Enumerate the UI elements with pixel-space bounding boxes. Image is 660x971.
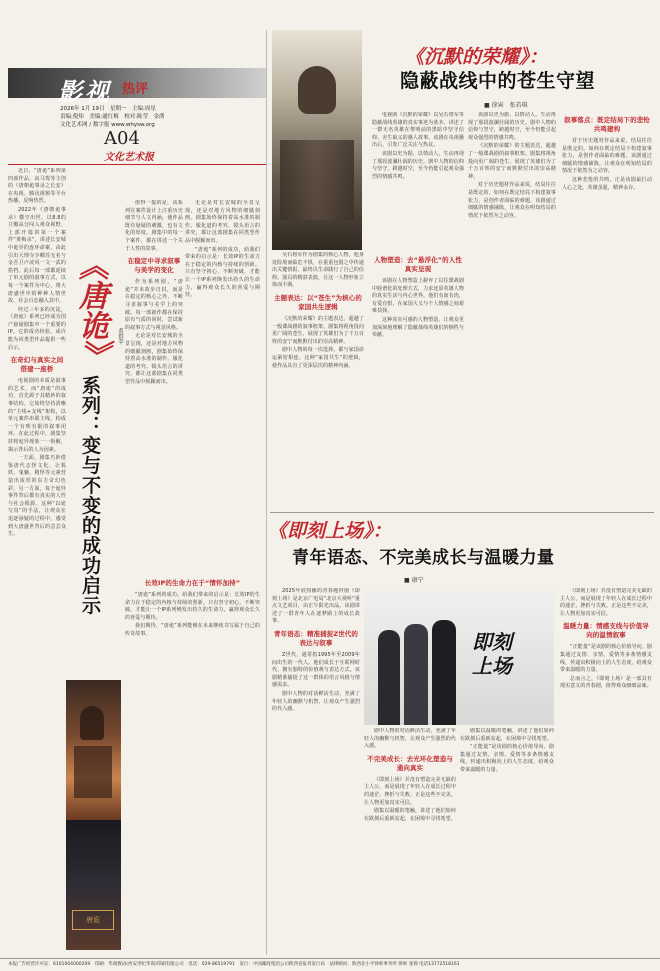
article1-para: 无论是对长安城的全景呈现，还是对地方风物的细腻刻画，剧集始终保持着高水准的制作。服化道的考究、镜头语言的讲究，都让这部剧集在同类型作品中脱颖而出。 — [185, 200, 260, 244]
article1-col2 — [125, 200, 183, 570]
poster-logo: 唐诡 — [72, 910, 114, 930]
article1-col3 — [185, 200, 260, 570]
article3-col1 — [272, 588, 360, 953]
article3-col3 — [460, 728, 554, 953]
article2-para: 《沉默的荣耀》的主题表达，超越了一般谍战剧的叙事框架。剧集将视角投向更广阔的苍生，展现了英雄们为了千万百姓的安宁而默默付出的崇高精神。 — [468, 143, 556, 180]
article3-para: 剧集以温暖的笔触，讲述了他们如何在跌倒后重新站起，在困境中寻找希望。 — [460, 728, 554, 742]
article1-author-name: 黄群苹 — [117, 328, 123, 345]
article2-para: 这种真实可感的人物塑造，让观众更加深刻地理解了隐蔽战线英雄们的牺牲与奉献。 — [372, 316, 464, 339]
article2-para: 《沉默的荣耀》的主题表达，超越了一般谍战剧的叙事框架。剧集将视角投向更广阔的苍生，展现了英雄们为了千万百姓的安宁而默默付出的崇高精神。 — [272, 315, 364, 345]
section-divider — [270, 512, 654, 513]
article3-para: 《即刻上场》并没有塑造完美无缺的主人公，而是展现了年轻人在成长过程中的迷茫、挫折与失败。正是这些不完美，让人物更加真实可信。 — [364, 776, 456, 806]
article2-subheading-1: 人物塑造：去“悬浮化”的人性真实呈现 — [374, 256, 462, 273]
article2-para: 对于历史题材作品来说，结局往往是既定的。如何在既定结局下构建叙事张力，是创作者面临的难题。该剧通过细腻的情感铺陈，让观众在明知结局的情况下依然为之动容。 — [562, 138, 652, 175]
poster-person — [404, 624, 428, 725]
article1-col1 — [8, 168, 66, 923]
article3-para: “正能量”是该剧的核心价值导向。剧集通过友情、亲情、爱情等多条情感支线，传递出积极向上的人生态度，给观众带来温暖的力量。 — [560, 644, 652, 674]
article2-title: 《沉默的荣耀》： — [405, 46, 548, 68]
article1-para: 一方面，剧集巧妙借鉴唐代志怪文化，让狐妖、鬼魅、精怪等元素营造出浓厚的东方奇幻色彩，另一方面，每个诡异事件背后都有真实的人性与社会根源。这种“以诡写真”的手法，让观众在追逐悬疑的过程中，感受到大唐盛世背后的芸芸众生。 — [8, 455, 66, 538]
article1-subheading-3: 长效IP的生命力在于“情怀加持” — [144, 579, 241, 587]
article2-intro: 电视剧《沉默的荣耀》以吴石将军等隐蔽战线英雄的真实事迹为蓝本，讲述了一群无名英雄在黎明前的黑暗中坚守信仰、舍生取义的感人故事。该剧在央视播出后，引发广泛关注与热议。 — [372, 112, 464, 149]
article3-col2 — [364, 728, 456, 953]
article2-col1 — [372, 112, 464, 252]
article1-para: 经过三年多的沉淀，《唐诡》系列已经成为国产悬疑剧集中一个重要的IP。它的成功经验，或许能为同类型作品提供一些启示。 — [8, 306, 66, 351]
article2-col4 — [468, 112, 556, 512]
article3-para: 总而言之，《即刻上场》是一部具有现实意义的青春剧，值得观众细细品味。 — [560, 675, 652, 690]
article3-poster-image — [364, 590, 554, 725]
article3-subtitle: 青年语态、不完美成长与温暖力量 — [292, 548, 555, 568]
article2-para: 该剧以史为据、以情动人，生动再现了那段波澜壮阔的历史。剧中人物的信仰与坚守，跨越时空，至今仍能引起观众强烈的情感共鸣。 — [468, 112, 556, 141]
article1-para: 作为系列剧，“唐诡”并未故步自封，而是在稳定的核心之外，不断寻求叙事与美学上的突破。每一部新作都在保持原有气质的同时，尝试新的叙事方式与视觉风格。 — [125, 279, 183, 331]
paper-name: 文化艺术报 — [104, 152, 154, 163]
page-footer: 本报广告经营许可证：6101004000209 印刷：华商数码(西安世纪华商)印刷有限公司 电话：029-86519791 发行：中国邮政集团公司陕西省报刊发行局 法律顾问：陕西北小平律师事务所 律师 张锦 电话13772518161 — [0, 958, 660, 971]
article3-title: 《即刻上场》： — [268, 520, 392, 542]
article3-para: Z世代，通常指1995年至2009年间出生的一代人。他们成长于互联网时代，拥有独特的价值观与表达方式。该剧精准捕捉了这一群体的语言风格与情感需求。 — [272, 651, 360, 689]
article3-subheading-2: 不完美成长：去光环化塑造与通向真实 — [367, 754, 453, 772]
article3-col4 — [560, 588, 652, 953]
article2-para: 吴石将军作为剧集的核心人物，他身处险境而临危不惧，在重重包围之中传递出关键情报，最终以生命践行了自己的信仰。演员的精湛表演，让这一人物形象立体而丰满。 — [272, 252, 364, 289]
article3-intro: 2025年底热播的青春题材剧《即刻上场》是北京广电局“北京大视听”重点文艺项目，由正午阳光出品。该剧讲述了一群青年人在逐梦路上的成长故事。 — [272, 588, 360, 625]
article2-col3 — [372, 252, 464, 512]
article1-col4 — [125, 575, 260, 920]
article3-para: 剧集以温暖的笔触，讲述了他们如何在跌倒后重新站起，在困境中寻找希望。 — [364, 808, 456, 822]
article1-subheading-2: 在稳定中寻求叙事与美学的变化 — [127, 257, 181, 275]
article3-para: 剧中人物的对话鲜活生动，充满了年轻人的幽默与机智，让观众产生强烈的代入感。 — [272, 690, 360, 713]
masthead-rule — [8, 164, 266, 165]
article1-para: “唐诡”系列的成功，给我们带来的启示是：长效IP的生命力在于稳定的内核与持续的创新。只有坚守初心，不断突破，才能让一个IP系列焕发出持久的生命力，赢得观众长久的喜爱与期待。 — [185, 246, 260, 299]
article1-title — [68, 250, 112, 680]
article2-para: 该剧以史为据、以情动人，生动再现了那段波澜壮阔的历史。剧中人物的信仰与坚守，跨越时空，至今仍能引起观众强烈的情感共鸣。 — [372, 150, 464, 180]
article1-author — [114, 328, 124, 345]
article1-title-rest: 系列：变与不变的成功启示 — [79, 375, 101, 616]
masthead — [8, 28, 266, 178]
article1-title-top: 《唐诡》 — [73, 250, 108, 370]
article2-subtitle: 隐蔽战线中的苍生守望 — [400, 70, 596, 92]
article2-para: 这种悲怆的共鸣，正是该剧最打动人心之处。英雄虽逝，精神永存。 — [562, 176, 652, 191]
article2-col2 — [272, 252, 364, 512]
masthead-date: 2026年 1月 19日 星期一 主编:周星 — [60, 106, 156, 112]
article1-para: 电视剧的本质是叙事的艺术，而“唐诡”的成功，首先源于其精妙的叙事结构。它始终坚持清晰的“主线+支线”架构，以单元案件串联主线，构成一个有理有据的叙事闭环。在此过程中，剧集坚持将诡异现象一一拆解，揭示背后的人为因素。 — [8, 378, 66, 453]
column-divider — [266, 30, 267, 955]
article1-para: 值得一提的是，该系列在案件设计上注重历史细节与人文内涵，使作品既有悬疑的刺激，也有文化的厚度。剧集中的每一个案件，都在讲述一个关于人性的故事。 — [125, 200, 183, 252]
poster-figures — [280, 140, 354, 220]
poster-figure — [74, 746, 112, 798]
article1-poster-image — [66, 680, 121, 820]
masthead-website: 文化艺术网 / 数字报 www.whysw.org — [60, 122, 155, 128]
article1-subheading-1: 在奇幻与真实之间搭建一座桥 — [10, 356, 64, 374]
article1-poster-image-2 — [66, 820, 121, 950]
article1-para: 我们期待，“唐诡”系列能够在未来继续书写属于自己的传奇故事。 — [125, 623, 260, 637]
article2-para: 剧中人物的每一次选择，都与家国命运紧密相连。这种“家国共生”的逻辑，使作品具有了更深层次的精神内涵。 — [272, 347, 364, 369]
article2-para: 该剧在人物塑造上摒弃了以往谍战剧中脸谱化的处理方式，力求还原英雄人物的真实生活与内心世界。他们有血有肉，有爱有恨，在家国大义与个人情感之间艰难抉择。 — [372, 278, 464, 315]
article1-para: 无论是对长安城的全景呈现，还是对地方风物的细腻刻画，剧集始终保持着高水准的制作。服化道的考究、镜头语言的讲究，都让这部剧集在同类型作品中脱颖而出。 — [125, 333, 183, 385]
article1-para: “唐诡”系列的成功，给我们带来的启示是：长效IP的生命力在于稳定的内核与持续的创新。只有坚守初心，不断突破，才能让一个IP系列焕发出持久的生命力，赢得观众长久的喜爱与期待。 — [125, 592, 260, 621]
article1-para: 2022年《唐朝诡事录》横空出世，以8.8的豆瓣高分闯入观众视野。上部开篇的第一个案件“黄梅杀”，讲述长安城中诡异的连环命案，由此引出大理寺少卿苏无名与金吾卫卢凌风一文一武的搭档。此后每一部都延续了单元剧的叙事方式，以每一个案件为中心，将大唐盛世中的种种人情世故、社会百态融入其中。 — [8, 206, 66, 305]
article1-intro: 近日，“唐诡”系列第四部作品，由马鸳等主创的《唐朝诡事录之长安》在央视、腾讯视频等平台热播，反响热烈。 — [8, 168, 66, 205]
masthead-editors: 责编:倪炜 美编:通红梅 校对:陈莹 金凿 — [60, 114, 165, 120]
poster-figure — [80, 706, 104, 740]
page-number: A04 — [104, 128, 140, 149]
article3-subheading-1: 青年语态：精准捕捉Z世代的表达与叙事 — [273, 629, 358, 647]
poster-person — [432, 620, 456, 725]
poster-person — [378, 630, 400, 725]
article2-poster-image — [272, 30, 362, 250]
article2-para: 对于历史题材作品来说，结局往往是既定的。如何在既定结局下构建叙事张力，是创作者面临的难题。该剧通过细腻的情感铺陈，让观众在明知结局的情况下依然为之动容。 — [468, 182, 556, 219]
article3-para: “正能量”是该剧的核心价值导向。剧集通过友情、亲情、爱情等多条情感支线，传递出积极向上的人生态度，给观众带来温暖的力量。 — [460, 744, 554, 773]
article3-para: 《即刻上场》并没有塑造完美无缺的主人公，而是展现了年轻人在成长过程中的迷茫、挫折与失败。正是这些不完美，让人物更加真实可信。 — [560, 588, 652, 617]
article3-subheading-3: 温暖力量：情感支线与价值导向的温情叙事 — [563, 622, 649, 640]
article2-subheading-2: 叙事落点：既定结局下的悲怆共鸣建构 — [564, 116, 650, 133]
article3-para: 剧中人物的对话鲜活生动，充满了年轻人的幽默与机智，让观众产生强烈的代入感。 — [364, 728, 456, 750]
poster-portrait — [298, 66, 336, 114]
article2-col5 — [562, 112, 652, 512]
poster-title-art: 即刻 上场 — [472, 630, 512, 678]
masthead-hot: 热评 — [122, 82, 149, 97]
article2-authors: ■ 徐寅 张若琪 — [484, 102, 528, 109]
masthead-title: 影视 — [58, 77, 112, 106]
article2-subheading-3: 主题表达：以“苍生”为核心的家国共生逻辑 — [274, 293, 362, 311]
article3-author: ■ 康宁 — [404, 577, 424, 584]
